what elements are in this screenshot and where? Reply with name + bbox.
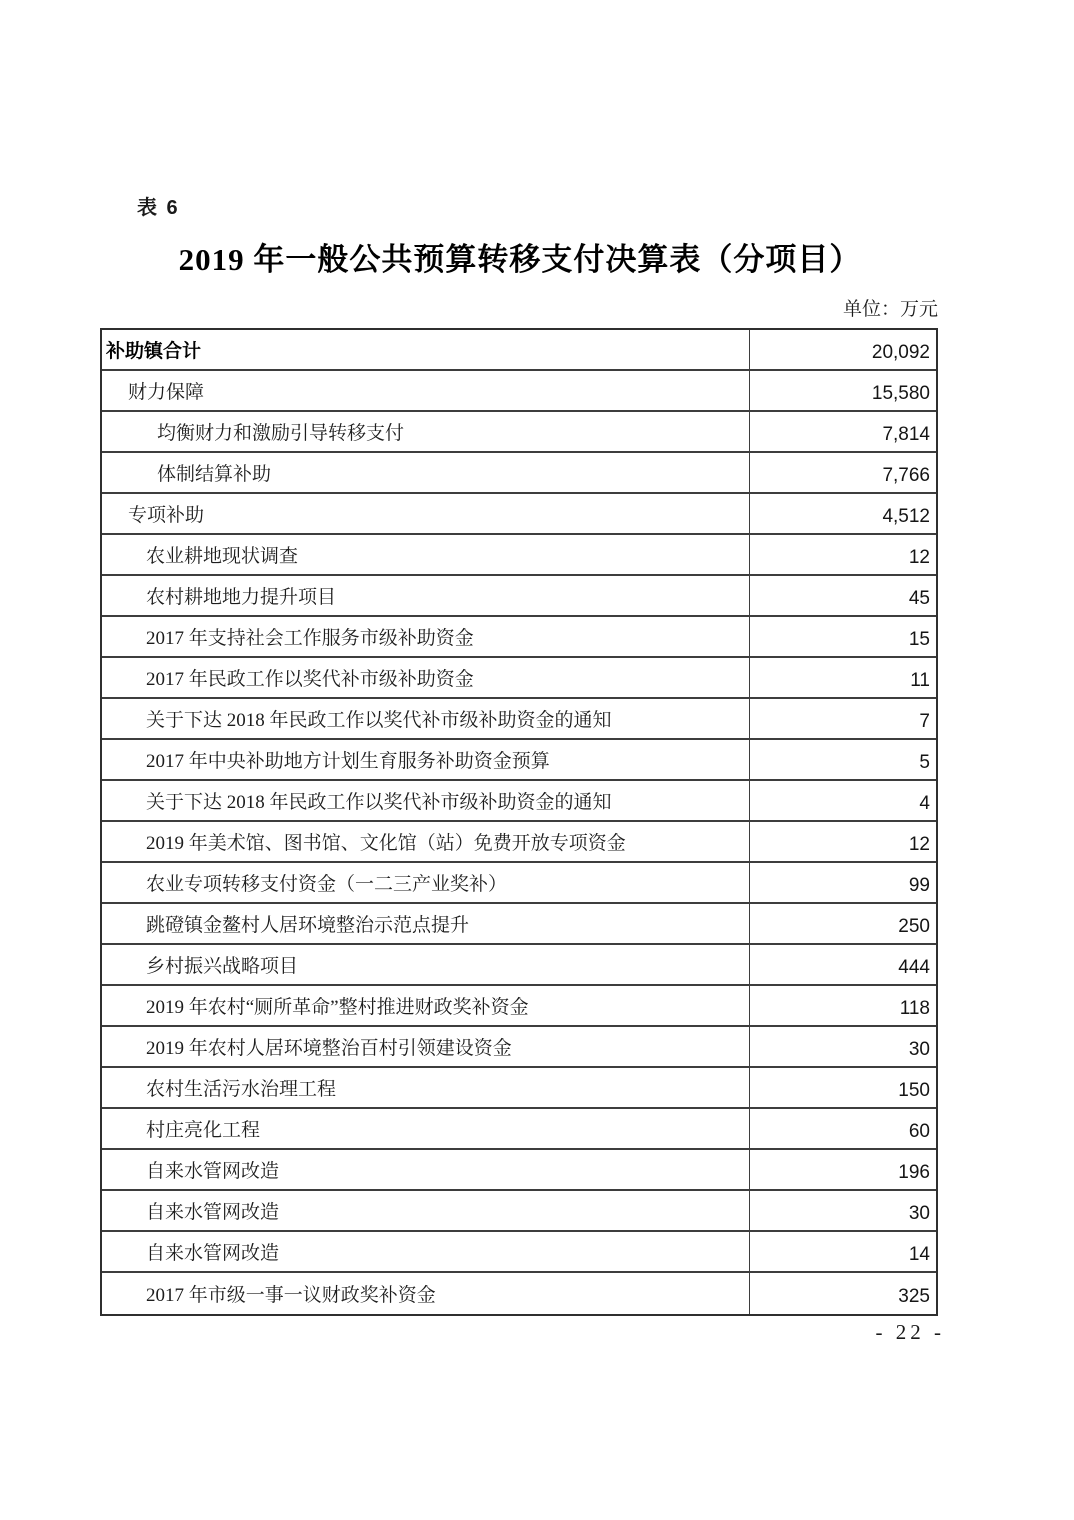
item-label: 2017 年市级一事一议财政奖补资金 <box>102 1273 750 1314</box>
table-row <box>102 1068 936 1109</box>
item-label: 2019 年农村“厕所革命”整村推进财政奖补资金 <box>102 986 750 1025</box>
item-label: 关于下达 2018 年民政工作以奖代补市级补助资金的通知 <box>102 781 750 820</box>
item-value: 15 <box>908 629 930 650</box>
item-label: 农业专项转移支付资金（一二三产业奖补） <box>102 863 750 902</box>
item-label: 专项补助 <box>102 494 750 533</box>
item-value: 45 <box>908 588 930 609</box>
table-row <box>102 576 936 617</box>
table-row <box>102 945 936 986</box>
table-row <box>102 986 936 1027</box>
item-value: 20,092 <box>871 342 930 363</box>
item-value: 4,512 <box>882 506 930 527</box>
item-label: 农村生活污水治理工程 <box>102 1068 750 1107</box>
page-number: - 22 - <box>875 1320 945 1344</box>
item-label: 跳磴镇金鳌村人居环境整治示范点提升 <box>102 904 750 943</box>
item-label: 体制结算补助 <box>102 453 750 492</box>
table-row <box>102 1150 936 1191</box>
item-value: 7,814 <box>882 424 930 445</box>
item-label: 自来水管网改造 <box>102 1232 750 1271</box>
item-label: 农村耕地地力提升项目 <box>102 576 750 615</box>
table-row <box>102 1191 936 1232</box>
table-row <box>102 740 936 781</box>
item-value: 7 <box>919 711 930 732</box>
item-value: 7,766 <box>882 465 930 486</box>
item-value: 15,580 <box>871 383 930 404</box>
item-value: 12 <box>908 834 930 855</box>
table-row <box>102 781 936 822</box>
item-label: 均衡财力和激励引导转移支付 <box>102 412 750 451</box>
item-label: 财力保障 <box>102 371 750 410</box>
table-row <box>102 535 936 576</box>
table-row <box>102 371 936 412</box>
item-label: 2017 年支持社会工作服务市级补助资金 <box>102 617 750 656</box>
item-value: 60 <box>908 1121 930 1142</box>
item-value: 11 <box>910 670 930 691</box>
table-row <box>102 412 936 453</box>
item-value: 444 <box>898 957 930 978</box>
item-label: 2019 年农村人居环境整治百村引领建设资金 <box>102 1027 750 1066</box>
table-row <box>102 1232 936 1273</box>
item-value: 196 <box>898 1162 930 1183</box>
item-value: 150 <box>898 1080 930 1101</box>
item-value: 14 <box>908 1244 930 1265</box>
item-label: 乡村振兴战略项目 <box>102 945 750 984</box>
item-label: 自来水管网改造 <box>102 1150 750 1189</box>
table-row <box>102 330 936 371</box>
unit-note: 单位：万元 <box>842 299 938 320</box>
item-value: 250 <box>898 916 930 937</box>
table-row <box>102 617 936 658</box>
table-row <box>102 453 936 494</box>
table-row <box>102 494 936 535</box>
item-value: 4 <box>919 793 930 814</box>
table-body <box>102 330 936 1314</box>
table-row <box>102 699 936 740</box>
item-value: 118 <box>899 998 930 1019</box>
table-row <box>102 1109 936 1150</box>
table-number-label: 表 6 <box>137 197 180 219</box>
item-label: 农业耕地现状调查 <box>102 535 750 574</box>
item-value: 325 <box>898 1286 930 1307</box>
item-label: 2019 年美术馆、图书馆、文化馆（站）免费开放专项资金 <box>102 822 750 861</box>
table-row <box>102 904 936 945</box>
item-label: 自来水管网改造 <box>102 1191 750 1230</box>
item-label: 补助镇合计 <box>102 330 750 369</box>
table-row <box>102 658 936 699</box>
table-row <box>102 1027 936 1068</box>
item-label: 2017 年民政工作以奖代补市级补助资金 <box>102 658 750 697</box>
item-value: 30 <box>908 1203 930 1224</box>
item-value: 99 <box>908 875 930 896</box>
table-row <box>102 1273 936 1314</box>
item-label: 关于下达 2018 年民政工作以奖代补市级补助资金的通知 <box>102 699 750 738</box>
budget-table <box>100 328 938 1316</box>
page-title: 2019 年一般公共预算转移支付决算表（分项目） <box>178 242 862 277</box>
item-label: 村庄亮化工程 <box>102 1109 750 1148</box>
item-value: 5 <box>919 752 930 773</box>
table-row <box>102 863 936 904</box>
item-value: 30 <box>908 1039 930 1060</box>
table-row <box>102 822 936 863</box>
item-value: 12 <box>908 547 930 568</box>
item-label: 2017 年中央补助地方计划生育服务补助资金预算 <box>102 740 750 779</box>
